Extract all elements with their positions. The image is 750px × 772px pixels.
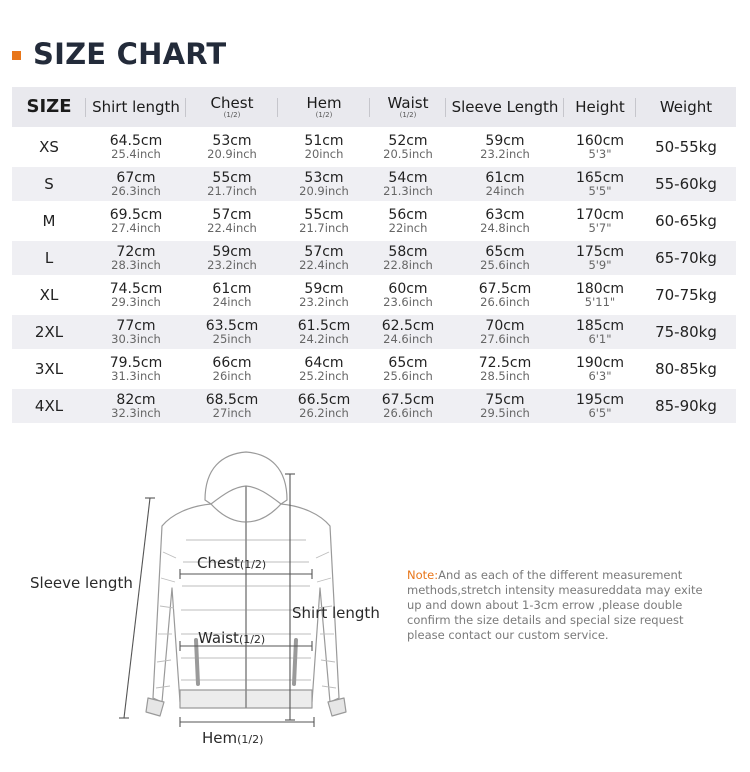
metric-value: 70cm	[485, 318, 525, 334]
column-header-label: Chest	[210, 94, 254, 112]
measurement-cell	[564, 278, 636, 312]
size-cell	[12, 278, 86, 312]
metric-value: 72.5cm	[478, 355, 532, 371]
metric-value: 66cm	[212, 355, 252, 371]
table-row	[12, 389, 736, 423]
table-row	[12, 241, 736, 275]
metric-value: 175cm	[575, 244, 625, 260]
metric-value: 74.5cm	[109, 281, 163, 297]
imperial-value: 26.6inch	[383, 406, 433, 420]
metric-value: 66.5cm	[297, 392, 351, 408]
waist-text: Waist	[198, 629, 239, 647]
size-cell	[12, 315, 86, 349]
measurement-cell	[278, 352, 370, 386]
measurement-cell	[370, 241, 446, 275]
metric-value: 185cm	[575, 318, 625, 334]
measurement-cell	[370, 278, 446, 312]
weight-value: 55-60kg	[655, 175, 717, 193]
imperial-value: 23.2inch	[299, 295, 349, 309]
weight-cell	[636, 241, 736, 275]
hem-label	[202, 729, 263, 747]
metric-value: 51cm	[304, 133, 344, 149]
weight-value: 85-90kg	[655, 397, 717, 415]
size-table	[12, 84, 736, 426]
table-header	[12, 87, 736, 127]
note-text: And as each of the different measurement methods,stretch intensity measureddata may exite up and down about 1-3cm errow ,please double confirm the size details and special size request please contact our custom service.	[407, 568, 703, 642]
imperial-value: 5'3"	[588, 147, 612, 161]
shirt-length-text: Shirt length	[292, 604, 380, 622]
imperial-value: 21.7inch	[299, 221, 349, 235]
imperial-value: 27.6inch	[480, 332, 530, 346]
column-header-label: SIZE	[26, 96, 72, 117]
weight-value: 75-80kg	[655, 323, 717, 341]
imperial-value: 28.3inch	[111, 258, 161, 272]
size-cell	[12, 167, 86, 201]
metric-value: 160cm	[575, 133, 625, 149]
metric-value: 195cm	[575, 392, 625, 408]
imperial-value: 20.9inch	[299, 184, 349, 198]
column-header-label: Waist	[387, 94, 429, 112]
column-header	[636, 87, 736, 127]
measurement-note	[407, 568, 712, 643]
imperial-value: 24inch	[485, 184, 525, 198]
metric-value: 64.5cm	[109, 133, 163, 149]
metric-value: 63.5cm	[205, 318, 259, 334]
column-header	[186, 87, 278, 127]
table-row	[12, 204, 736, 238]
measurement-cell	[86, 167, 186, 201]
weight-cell	[636, 315, 736, 349]
metric-value: 170cm	[575, 207, 625, 223]
measurement-cell	[446, 389, 564, 423]
metric-value: 52cm	[388, 133, 428, 149]
column-header	[446, 87, 564, 127]
metric-value: 82cm	[116, 392, 156, 408]
metric-value: 59cm	[485, 133, 525, 149]
measurement-cell	[370, 315, 446, 349]
column-header-sub: (1/2)	[399, 111, 417, 119]
measurement-cell	[564, 241, 636, 275]
measurement-cell	[86, 204, 186, 238]
measurement-cell	[86, 278, 186, 312]
measurement-diagram	[0, 440, 420, 772]
imperial-value: 20.9inch	[207, 147, 257, 161]
imperial-value: 5'7"	[588, 221, 612, 235]
chest-label	[197, 554, 266, 572]
sleeve-length-text: Sleeve length	[30, 574, 133, 592]
imperial-value: 22.4inch	[207, 221, 257, 235]
imperial-value: 25.6inch	[480, 258, 530, 272]
size-cell	[12, 241, 86, 275]
metric-value: 77cm	[116, 318, 156, 334]
table-row	[12, 352, 736, 386]
measurement-cell	[186, 389, 278, 423]
measurement-cell	[186, 315, 278, 349]
metric-value: 72cm	[116, 244, 156, 260]
metric-value: 67.5cm	[381, 392, 435, 408]
hem-sub-text: (1/2)	[237, 733, 264, 746]
imperial-value: 27inch	[212, 406, 252, 420]
chest-text: Chest	[197, 554, 240, 572]
weight-value: 50-55kg	[655, 138, 717, 156]
imperial-value: 27.4inch	[111, 221, 161, 235]
table-row	[12, 130, 736, 164]
weight-value: 60-65kg	[655, 212, 717, 230]
metric-value: 59cm	[304, 281, 344, 297]
shirt-length-label	[292, 604, 380, 622]
measurement-cell	[446, 204, 564, 238]
measurement-cell	[370, 204, 446, 238]
size-value: S	[44, 175, 54, 193]
metric-value: 79.5cm	[109, 355, 163, 371]
metric-value: 65cm	[388, 355, 428, 371]
size-value: 4XL	[34, 397, 64, 415]
weight-value: 70-75kg	[655, 286, 717, 304]
imperial-value: 5'9"	[588, 258, 612, 272]
column-header-label: Sleeve Length	[451, 98, 559, 116]
imperial-value: 29.5inch	[480, 406, 530, 420]
imperial-value: 24.2inch	[299, 332, 349, 346]
weight-cell	[636, 278, 736, 312]
imperial-value: 29.3inch	[111, 295, 161, 309]
metric-value: 64cm	[304, 355, 344, 371]
imperial-value: 5'11"	[584, 295, 616, 309]
measurement-cell	[186, 352, 278, 386]
measurement-cell	[186, 204, 278, 238]
imperial-value: 30.3inch	[111, 332, 161, 346]
metric-value: 62.5cm	[381, 318, 435, 334]
metric-value: 63cm	[485, 207, 525, 223]
metric-value: 65cm	[485, 244, 525, 260]
imperial-value: 31.3inch	[111, 369, 161, 383]
metric-value: 61cm	[212, 281, 252, 297]
weight-cell	[636, 389, 736, 423]
imperial-value: 20inch	[304, 147, 344, 161]
measurement-cell	[278, 167, 370, 201]
metric-value: 59cm	[212, 244, 252, 260]
measurement-cell	[446, 278, 564, 312]
measurement-cell	[564, 352, 636, 386]
measurement-cell	[564, 167, 636, 201]
imperial-value: 5'5"	[588, 184, 612, 198]
imperial-value: 22inch	[388, 221, 428, 235]
imperial-value: 26.2inch	[299, 406, 349, 420]
measurement-cell	[186, 278, 278, 312]
measurement-cell	[278, 130, 370, 164]
weight-value: 80-85kg	[655, 360, 717, 378]
imperial-value: 6'3"	[588, 369, 612, 383]
imperial-value: 22.4inch	[299, 258, 349, 272]
imperial-value: 21.3inch	[383, 184, 433, 198]
imperial-value: 26inch	[212, 369, 252, 383]
table-header-row	[12, 87, 736, 127]
column-header	[564, 87, 636, 127]
size-cell	[12, 352, 86, 386]
size-cell	[12, 389, 86, 423]
metric-value: 68.5cm	[205, 392, 259, 408]
measurement-cell	[278, 389, 370, 423]
metric-value: 58cm	[388, 244, 428, 260]
imperial-value: 22.8inch	[383, 258, 433, 272]
chest-sub-text: (1/2)	[239, 558, 267, 571]
imperial-value: 21.7inch	[207, 184, 257, 198]
measurement-cell	[86, 352, 186, 386]
imperial-value: 32.3inch	[111, 406, 161, 420]
metric-value: 57cm	[212, 207, 252, 223]
page-title: SIZE CHART	[33, 37, 227, 71]
measurement-cell	[446, 241, 564, 275]
metric-value: 56cm	[388, 207, 428, 223]
metric-value: 54cm	[388, 170, 428, 186]
imperial-value: 25.6inch	[383, 369, 433, 383]
column-header-label: Hem	[306, 94, 342, 112]
measurement-cell	[370, 130, 446, 164]
measurement-cell	[446, 352, 564, 386]
measurement-cell	[278, 278, 370, 312]
measurement-cell	[446, 130, 564, 164]
imperial-value: 28.5inch	[480, 369, 530, 383]
measurement-cell	[278, 241, 370, 275]
title-accent-square	[12, 51, 21, 60]
column-header-sub: (1/2)	[223, 111, 241, 119]
column-header-label: Weight	[659, 98, 713, 116]
measurement-cell	[564, 389, 636, 423]
measurement-cell	[278, 315, 370, 349]
metric-value: 75cm	[485, 392, 525, 408]
metric-value: 67.5cm	[478, 281, 532, 297]
measurement-cell	[564, 315, 636, 349]
imperial-value: 25.2inch	[299, 369, 349, 383]
size-value: L	[44, 249, 54, 267]
hem-text: Hem	[202, 729, 238, 747]
metric-value: 53cm	[304, 170, 344, 186]
imperial-value: 20.5inch	[383, 147, 433, 161]
weight-cell	[636, 204, 736, 238]
weight-cell	[636, 130, 736, 164]
imperial-value: 26.6inch	[480, 295, 530, 309]
measurement-cell	[186, 241, 278, 275]
metric-value: 53cm	[212, 133, 252, 149]
measurement-cell	[370, 167, 446, 201]
imperial-value: 6'5"	[588, 406, 612, 420]
column-header	[278, 87, 370, 127]
table-body	[12, 130, 736, 423]
metric-value: 69.5cm	[109, 207, 163, 223]
metric-value: 67cm	[116, 170, 156, 186]
imperial-value: 25.4inch	[111, 147, 161, 161]
waist-sub-text: (1/2)	[238, 633, 266, 646]
sleeve-length-label	[30, 574, 133, 592]
imperial-value: 24.8inch	[480, 221, 530, 235]
column-header-sub: (1/2)	[315, 111, 333, 119]
column-header-label: Shirt length	[92, 98, 180, 116]
measurement-cell	[186, 167, 278, 201]
table-row	[12, 278, 736, 312]
imperial-value: 23.2inch	[480, 147, 530, 161]
measurement-cell	[86, 241, 186, 275]
measurement-cell	[446, 315, 564, 349]
imperial-value: 26.3inch	[111, 184, 161, 198]
metric-value: 57cm	[304, 244, 344, 260]
metric-value: 61.5cm	[297, 318, 351, 334]
measurement-cell	[564, 204, 636, 238]
column-header	[12, 87, 86, 127]
measurement-cell	[186, 130, 278, 164]
metric-value: 60cm	[388, 281, 428, 297]
measurement-cell	[370, 352, 446, 386]
metric-value: 55cm	[304, 207, 344, 223]
column-header	[370, 87, 446, 127]
size-cell	[12, 204, 86, 238]
imperial-value: 23.6inch	[383, 295, 433, 309]
measurement-cell	[564, 130, 636, 164]
size-value: M	[42, 212, 56, 230]
column-header-label: Height	[575, 98, 625, 116]
measurement-cell	[86, 389, 186, 423]
imperial-value: 24inch	[212, 295, 252, 309]
metric-value: 61cm	[485, 170, 525, 186]
metric-value: 55cm	[212, 170, 252, 186]
title-bar	[12, 36, 226, 72]
weight-value: 65-70kg	[655, 249, 717, 267]
measurement-cell	[86, 130, 186, 164]
waist-label	[198, 629, 265, 647]
size-value: 2XL	[34, 323, 64, 341]
table-row	[12, 167, 736, 201]
imperial-value: 6'1"	[588, 332, 612, 346]
note-label: Note:	[407, 568, 439, 582]
measurement-cell	[86, 315, 186, 349]
imperial-value: 25inch	[212, 332, 252, 346]
size-value: XS	[39, 138, 59, 156]
size-value: XL	[39, 286, 59, 304]
measurement-cell	[446, 167, 564, 201]
weight-cell	[636, 352, 736, 386]
imperial-value: 24.6inch	[383, 332, 433, 346]
weight-cell	[636, 167, 736, 201]
size-cell	[12, 130, 86, 164]
metric-value: 180cm	[575, 281, 625, 297]
metric-value: 190cm	[575, 355, 625, 371]
metric-value: 165cm	[575, 170, 625, 186]
measurement-cell	[370, 389, 446, 423]
column-header	[86, 87, 186, 127]
measurement-cell	[278, 204, 370, 238]
size-value: 3XL	[34, 360, 64, 378]
table-row	[12, 315, 736, 349]
imperial-value: 23.2inch	[207, 258, 257, 272]
